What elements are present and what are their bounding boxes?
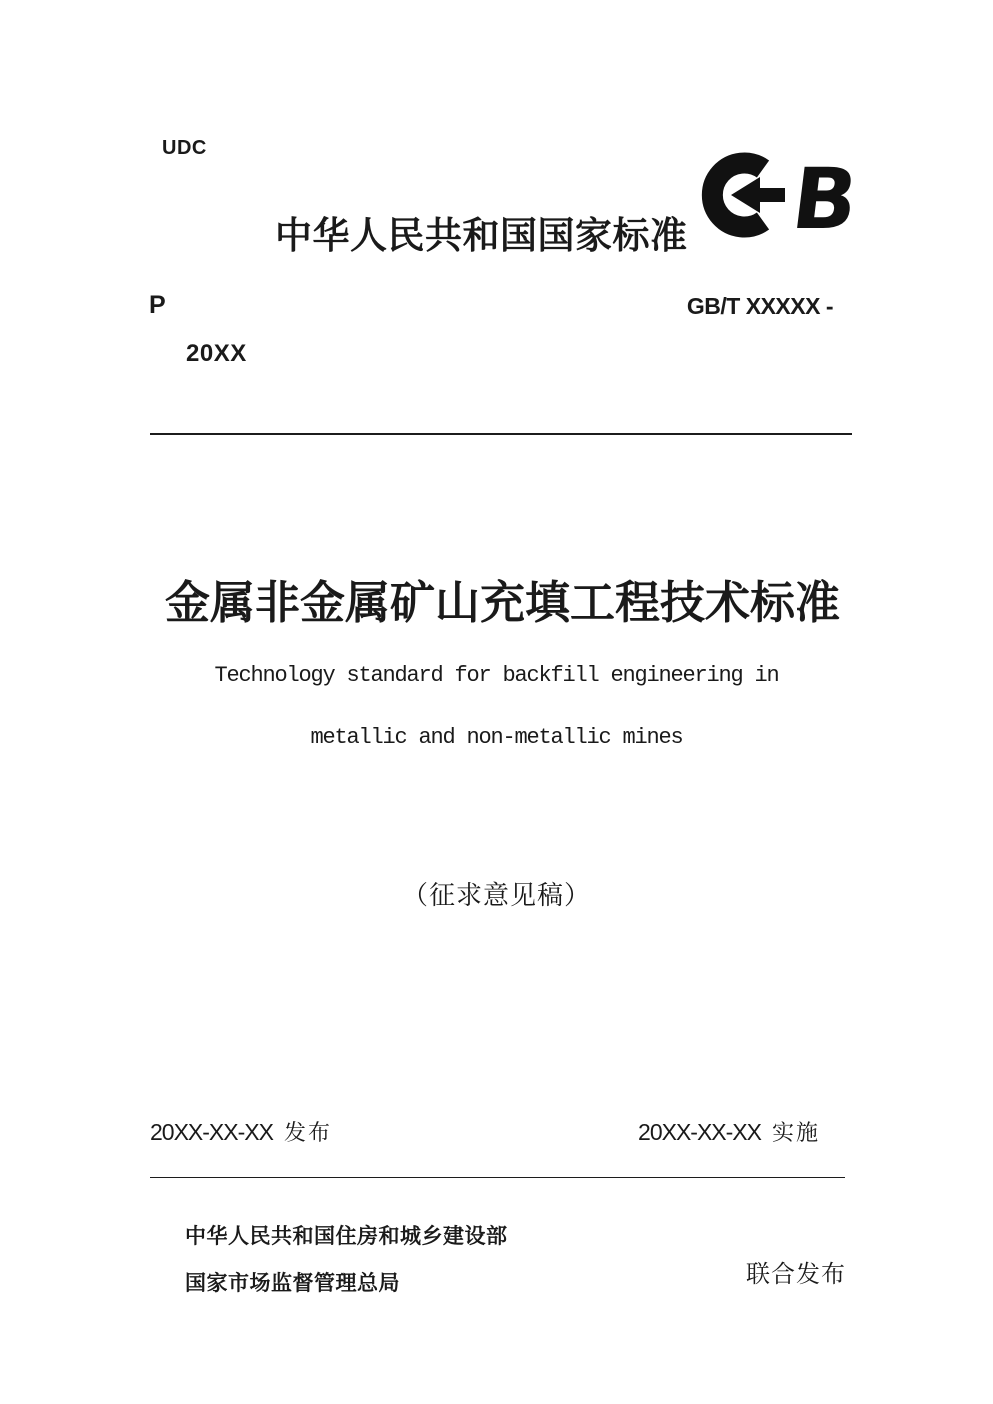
release-date-value: 20XX-XX-XX [150,1119,273,1145]
implement-date-row [638,1116,820,1147]
udc-label: UDC [162,137,207,159]
main-title-english-line2: metallic and non-metallic mines [310,725,683,750]
svg-text:B: B [786,150,857,240]
gb-logo-svg [697,150,857,240]
standard-year: 20XX [186,340,247,367]
bottom-divider-line [150,1177,845,1178]
standard-number: GB/T XXXXX - [686,293,833,319]
top-divider-line [150,433,852,435]
main-title-chinese: 金属非金属矿山充填工程技术标准 [164,578,840,628]
draft-for-comments-note: （征求意见稿） [401,880,591,910]
implement-date-label: 实施 [771,1120,820,1145]
national-standard-heading: 中华人民共和国国家标准 [275,216,688,257]
issuer-administration-line: 国家市场监督管理总局 [185,1272,400,1295]
gb-logo-icon [697,150,857,240]
issuer-ministry-line: 中华人民共和国住房和城乡建设部 [185,1225,508,1248]
main-title-english-line1: Technology standard for backfill engineering in [214,663,779,688]
release-date-label: 发布 [283,1120,332,1145]
joint-release-label: 联合发布 [746,1262,846,1288]
release-date-row [150,1116,332,1147]
implement-date-value: 20XX-XX-XX [638,1119,761,1145]
doc-class-code: P [149,291,166,319]
